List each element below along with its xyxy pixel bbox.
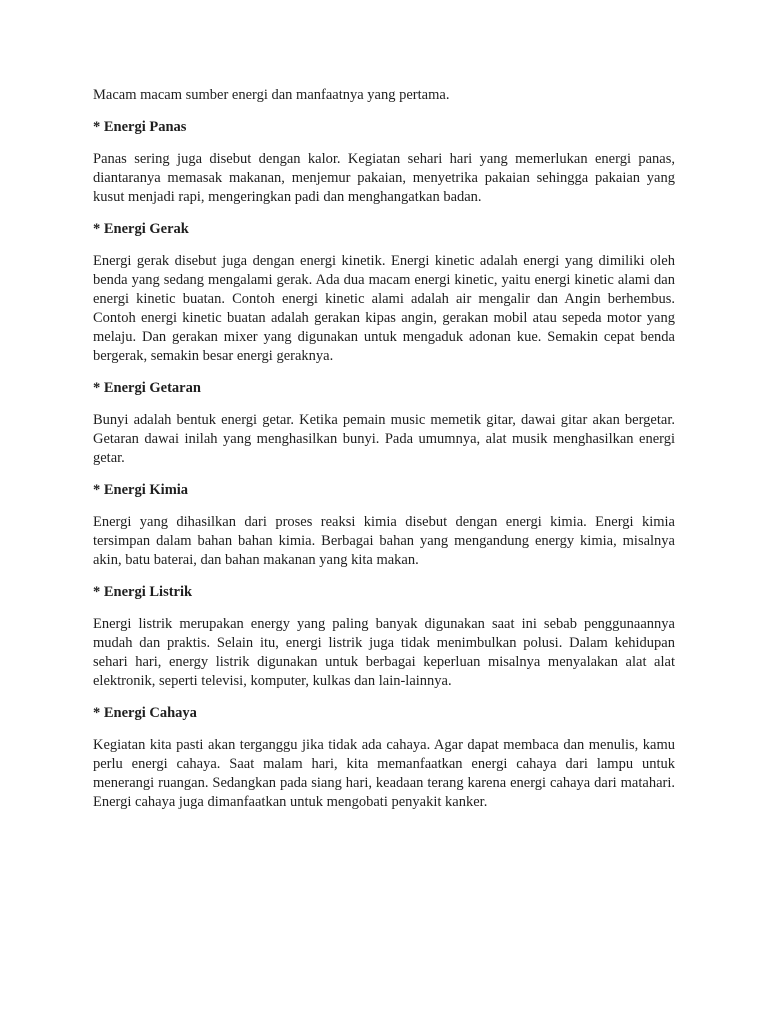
section-energi-panas [93,118,675,207]
section-energi-cahaya [93,704,675,812]
section-energi-listrik [93,583,675,691]
intro-line: Macam macam sumber energi dan manfaatnya yang pertama. [93,87,450,103]
section-heading: * Energi Listrik [93,584,193,600]
section-heading: * Energi Cahaya [93,705,197,721]
section-paragraph: Energi yang dihasilkan dari proses reaksi kimia disebut dengan energi kimia. Energi kimia tersimpan dalam bahan bahan kimia. Berbagai bahan yang mengandung energy kimia, misalnya akin, batu baterai, dan bahan makanan yang kita makan. [93,514,675,568]
section-paragraph: Panas sering juga disebut dengan kalor. Kegiatan sehari hari yang memerlukan energi panas, diantaranya memasak makanan, menjemur pakaian, menyetrika pakaian sehingga pakaian yang kusut menjadi rapi, mengeringkan padi dan menghangatkan badan. [93,151,675,205]
section-energi-gerak [93,220,675,366]
section-heading: * Energi Kimia [93,482,189,498]
section-paragraph: Energi listrik merupakan energy yang paling banyak digunakan saat ini sebab penggunaannya mudah dan praktis. Selain itu, energi listrik juga tidak menimbulkan polusi. Dalam kehidupan sehari hari, energy listrik digunakan untuk berbagai keperluan misalnya menyalakan alat alat elektronik, seperti televisi, komputer, kulkas dan lain-lainnya. [93,616,675,689]
section-energi-getaran [93,379,675,468]
section-paragraph: Bunyi adalah bentuk energi getar. Ketika pemain music memetik gitar, dawai gitar akan bergetar. Getaran dawai inilah yang menghasilkan bunyi. Pada umumnya, alat musik menghasilkan energi getar. [93,412,675,466]
section-heading: * Energi Panas [93,119,187,135]
document-content [93,86,675,812]
section-energi-kimia [93,481,675,570]
section-heading: * Energi Gerak [93,221,189,237]
section-heading: * Energi Getaran [93,380,201,396]
section-paragraph: Energi gerak disebut juga dengan energi kinetik. Energi kinetic adalah energi yang dimiliki oleh benda yang sedang mengalami gerak. Ada dua macam energi kinetic, yaitu energi kinetic alami dan energi kinetic buatan. Contoh energi kinetic alami adalah air mengalir dan Angin berhembus. Contoh energi kinetic buatan adalah gerakan kipas angin, gerakan mobil atau sepeda motor yang melaju. Dan gerakan mixer yang digunakan untuk mengaduk adonan kue. Semakin cepat benda bergerak, semakin besar energi geraknya. [93,253,675,364]
section-paragraph: Kegiatan kita pasti akan terganggu jika tidak ada cahaya. Agar dapat membaca dan menulis, kamu perlu energi cahaya. Saat malam hari, kita memanfaatkan energi cahaya dari lampu untuk menerangi ruangan. Sedangkan pada siang hari, keadaan terang karena energi cahaya dari matahari. Energi cahaya juga dimanfaatkan untuk mengobati penyakit kanker. [93,737,675,810]
